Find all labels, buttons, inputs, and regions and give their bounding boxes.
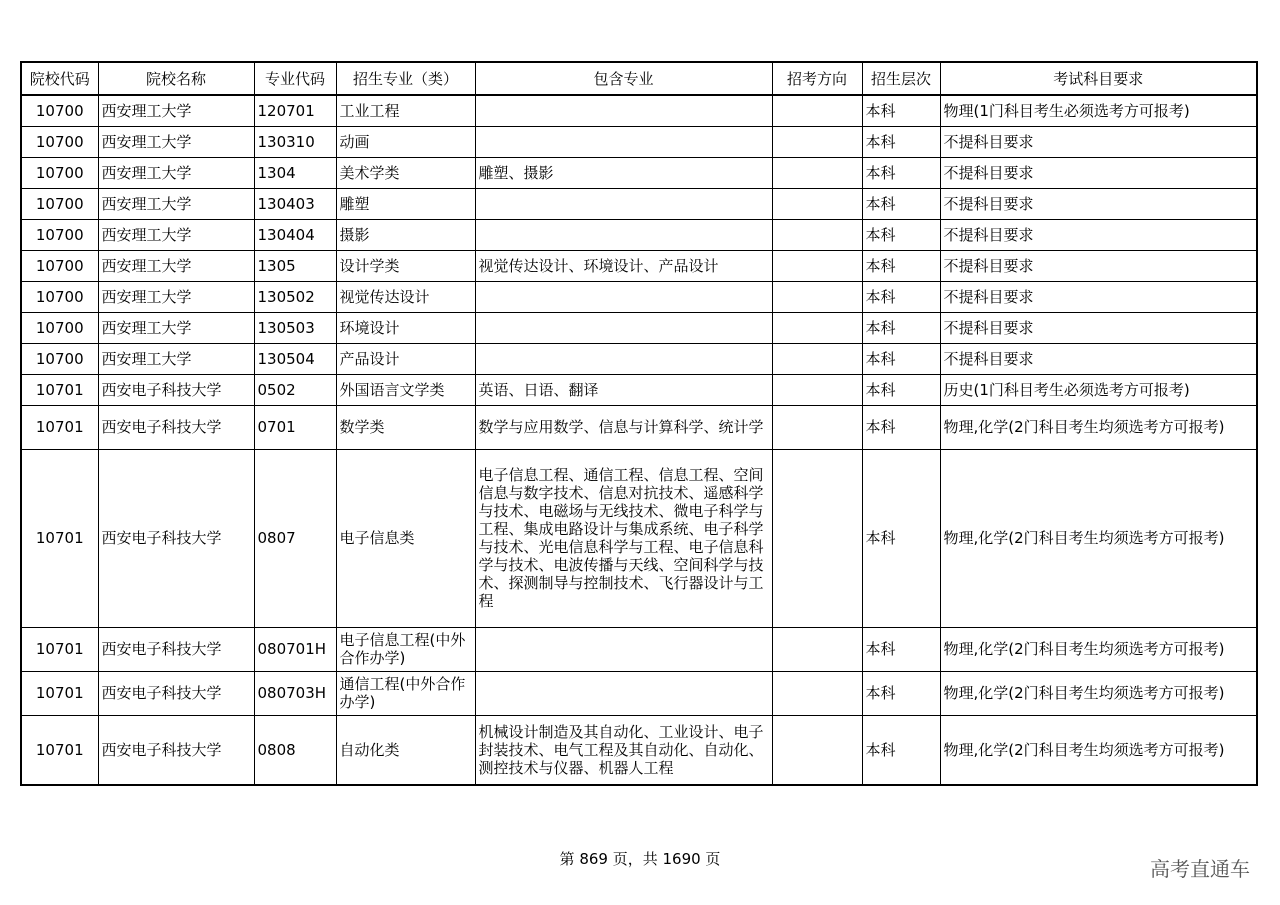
cell-included-majors	[475, 188, 772, 219]
cell-direction	[772, 219, 862, 250]
cell-level: 本科	[862, 405, 940, 449]
cell-subject-requirement: 物理,化学(2门科目考生均须选考方可报考)	[940, 671, 1257, 715]
cell-school-code: 10701	[21, 671, 98, 715]
cell-included-majors: 英语、日语、翻译	[475, 374, 772, 405]
cell-level: 本科	[862, 157, 940, 188]
cell-major-category: 外国语言文学类	[336, 374, 475, 405]
cell-school-code: 10700	[21, 157, 98, 188]
column-header-level: 招生层次	[862, 62, 940, 95]
table-row	[21, 250, 1257, 281]
table-row	[21, 312, 1257, 343]
table-row	[21, 627, 1257, 671]
cell-major-code: 0808	[254, 715, 336, 785]
cell-major-category: 摄影	[336, 219, 475, 250]
cell-major-code: 080703H	[254, 671, 336, 715]
table-row	[21, 95, 1257, 126]
cell-school-name: 西安电子科技大学	[98, 374, 254, 405]
cell-included-majors	[475, 312, 772, 343]
cell-direction	[772, 405, 862, 449]
cell-direction	[772, 449, 862, 627]
cell-major-code: 130310	[254, 126, 336, 157]
cell-school-code: 10700	[21, 312, 98, 343]
cell-school-name: 西安理工大学	[98, 312, 254, 343]
column-header-major-code: 专业代码	[254, 62, 336, 95]
cell-level: 本科	[862, 126, 940, 157]
cell-subject-requirement: 物理,化学(2门科目考生均须选考方可报考)	[940, 715, 1257, 785]
cell-direction	[772, 250, 862, 281]
cell-included-majors: 数学与应用数学、信息与计算科学、统计学	[475, 405, 772, 449]
cell-included-majors	[475, 671, 772, 715]
table-row	[21, 157, 1257, 188]
cell-major-category: 电子信息类	[336, 449, 475, 627]
cell-major-category: 通信工程(中外合作办学)	[336, 671, 475, 715]
cell-direction	[772, 312, 862, 343]
cell-school-code: 10701	[21, 449, 98, 627]
cell-subject-requirement: 不提科目要求	[940, 219, 1257, 250]
cell-major-category: 工业工程	[336, 95, 475, 126]
cell-major-code: 120701	[254, 95, 336, 126]
cell-major-code: 0807	[254, 449, 336, 627]
cell-major-category: 环境设计	[336, 312, 475, 343]
table-row	[21, 449, 1257, 627]
cell-subject-requirement: 不提科目要求	[940, 157, 1257, 188]
cell-subject-requirement: 不提科目要求	[940, 281, 1257, 312]
cell-major-category: 数学类	[336, 405, 475, 449]
cell-subject-requirement: 不提科目要求	[940, 343, 1257, 374]
column-header-direction: 招考方向	[772, 62, 862, 95]
cell-school-code: 10700	[21, 95, 98, 126]
cell-school-name: 西安电子科技大学	[98, 671, 254, 715]
cell-level: 本科	[862, 250, 940, 281]
cell-level: 本科	[862, 188, 940, 219]
cell-included-majors	[475, 627, 772, 671]
cell-major-code: 130504	[254, 343, 336, 374]
cell-included-majors	[475, 219, 772, 250]
cell-included-majors	[475, 281, 772, 312]
cell-major-category: 美术学类	[336, 157, 475, 188]
cell-major-category: 产品设计	[336, 343, 475, 374]
cell-major-code: 130404	[254, 219, 336, 250]
table-row	[21, 374, 1257, 405]
cell-subject-requirement: 不提科目要求	[940, 312, 1257, 343]
cell-level: 本科	[862, 715, 940, 785]
cell-direction	[772, 343, 862, 374]
table-row	[21, 281, 1257, 312]
table-row	[21, 343, 1257, 374]
cell-direction	[772, 671, 862, 715]
cell-major-category: 雕塑	[336, 188, 475, 219]
watermark: 高考直通车	[1150, 857, 1250, 881]
cell-school-name: 西安理工大学	[98, 250, 254, 281]
table-row	[21, 219, 1257, 250]
cell-major-code: 0502	[254, 374, 336, 405]
cell-level: 本科	[862, 312, 940, 343]
cell-school-name: 西安电子科技大学	[98, 627, 254, 671]
table-body	[21, 95, 1257, 785]
cell-major-code: 1304	[254, 157, 336, 188]
cell-school-code: 10700	[21, 126, 98, 157]
cell-major-category: 设计学类	[336, 250, 475, 281]
column-header-included-majors: 包含专业	[475, 62, 772, 95]
cell-included-majors	[475, 95, 772, 126]
cell-school-name: 西安理工大学	[98, 157, 254, 188]
cell-direction	[772, 157, 862, 188]
cell-level: 本科	[862, 343, 940, 374]
cell-school-name: 西安电子科技大学	[98, 449, 254, 627]
cell-major-category: 视觉传达设计	[336, 281, 475, 312]
cell-major-category: 自动化类	[336, 715, 475, 785]
cell-direction	[772, 95, 862, 126]
cell-school-name: 西安理工大学	[98, 343, 254, 374]
cell-school-code: 10700	[21, 343, 98, 374]
table-row	[21, 715, 1257, 785]
cell-school-code: 10701	[21, 627, 98, 671]
cell-direction	[772, 715, 862, 785]
cell-included-majors: 机械设计制造及其自动化、工业设计、电子封装技术、电气工程及其自动化、自动化、测控技术与仪器、机器人工程	[475, 715, 772, 785]
cell-school-code: 10700	[21, 188, 98, 219]
column-header-subject-requirement: 考试科目要求	[940, 62, 1257, 95]
cell-school-name: 西安理工大学	[98, 126, 254, 157]
cell-level: 本科	[862, 219, 940, 250]
cell-direction	[772, 627, 862, 671]
cell-level: 本科	[862, 671, 940, 715]
cell-level: 本科	[862, 627, 940, 671]
cell-school-name: 西安理工大学	[98, 281, 254, 312]
table-row	[21, 126, 1257, 157]
cell-subject-requirement: 不提科目要求	[940, 250, 1257, 281]
cell-school-code: 10700	[21, 219, 98, 250]
cell-school-name: 西安理工大学	[98, 188, 254, 219]
page-number: 第 869 页，共 1690 页	[559, 850, 721, 868]
cell-direction	[772, 281, 862, 312]
cell-level: 本科	[862, 449, 940, 627]
header-row	[21, 62, 1257, 95]
cell-school-name: 西安理工大学	[98, 219, 254, 250]
cell-direction	[772, 374, 862, 405]
cell-school-code: 10701	[21, 715, 98, 785]
cell-level: 本科	[862, 95, 940, 126]
cell-subject-requirement: 物理(1门科目考生必须选考方可报考)	[940, 95, 1257, 126]
cell-included-majors: 电子信息工程、通信工程、信息工程、空间信息与数字技术、信息对抗技术、遥感科学与技术、电磁场与无线技术、微电子科学与工程、集成电路设计与集成系统、电子科学与技术、光电信息科学与工程、电子信息科学与技术、电波传播与天线、空间科学与技术、探测制导与控制技术、飞行器设计与工程	[475, 449, 772, 627]
cell-major-code: 080701H	[254, 627, 336, 671]
cell-school-code: 10700	[21, 281, 98, 312]
cell-school-name: 西安理工大学	[98, 95, 254, 126]
cell-level: 本科	[862, 281, 940, 312]
cell-included-majors: 雕塑、摄影	[475, 157, 772, 188]
cell-subject-requirement: 不提科目要求	[940, 126, 1257, 157]
column-header-major-category: 招生专业（类）	[336, 62, 475, 95]
cell-direction	[772, 126, 862, 157]
column-header-school-code: 院校代码	[21, 62, 98, 95]
admission-table	[20, 61, 1258, 786]
cell-included-majors: 视觉传达设计、环境设计、产品设计	[475, 250, 772, 281]
cell-level: 本科	[862, 374, 940, 405]
cell-included-majors	[475, 343, 772, 374]
cell-subject-requirement: 物理,化学(2门科目考生均须选考方可报考)	[940, 627, 1257, 671]
cell-school-name: 西安电子科技大学	[98, 715, 254, 785]
cell-major-code: 1305	[254, 250, 336, 281]
cell-major-code: 0701	[254, 405, 336, 449]
cell-major-code: 130403	[254, 188, 336, 219]
cell-school-code: 10701	[21, 374, 98, 405]
cell-major-code: 130503	[254, 312, 336, 343]
cell-subject-requirement: 物理,化学(2门科目考生均须选考方可报考)	[940, 405, 1257, 449]
cell-included-majors	[475, 126, 772, 157]
cell-major-category: 电子信息工程(中外合作办学)	[336, 627, 475, 671]
cell-school-name: 西安电子科技大学	[98, 405, 254, 449]
cell-subject-requirement: 不提科目要求	[940, 188, 1257, 219]
table-row	[21, 405, 1257, 449]
cell-major-category: 动画	[336, 126, 475, 157]
table-row	[21, 188, 1257, 219]
cell-direction	[772, 188, 862, 219]
cell-subject-requirement: 物理,化学(2门科目考生均须选考方可报考)	[940, 449, 1257, 627]
cell-major-code: 130502	[254, 281, 336, 312]
cell-school-code: 10700	[21, 250, 98, 281]
column-header-school-name: 院校名称	[98, 62, 254, 95]
table-row	[21, 671, 1257, 715]
cell-subject-requirement: 历史(1门科目考生必须选考方可报考)	[940, 374, 1257, 405]
cell-school-code: 10701	[21, 405, 98, 449]
